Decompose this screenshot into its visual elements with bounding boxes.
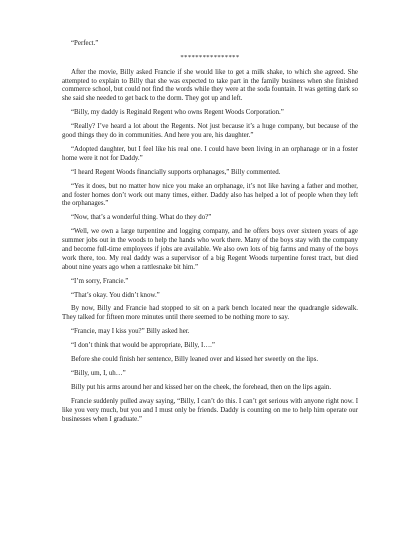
paragraph: “I don’t think that would be appropriate, Billy, I….” (71, 342, 215, 350)
paragraph: “Yes it does, but no matter how nice you make an orphanage, it’s not like having a father and mother, and foster homes don’t work out many times, either. Daddy also has helped a lot of people when they left the orphanages.” (62, 182, 358, 208)
document-page (62, 40, 358, 430)
paragraph: “Really? I’ve heard a lot about the Regents. Not just because it’s a huge company, but because of the good things they do in communities. And here you are, his daughter.” (62, 123, 358, 140)
paragraph: After the movie, Billy asked Francie if she would like to get a milk shake, to which she agreed. She attempted to explain to Billy that she was expected to take part in the family business when she finished commerce school, but could not find the words while they were at the soda fountain. It was getting dark so she said she needed to get back to the dorm. They got up and left. (62, 68, 358, 103)
paragraph: “Well, we own a large turpentine and logging company, and he offers boys over sixteen years of age summer jobs out in the woods to help the hands who work there. Many of the boys stay with the company and become full-time employees if jobs are available. We also own lots of big farms and many of the boys work there, too. My real daddy was a supervisor of a big Regent Woods turpentine forest tract, but died about nine years ago when a rattlesnake bit him.” (62, 228, 358, 271)
paragraph: “I heard Regent Woods financially supports orphanages,” Billy commented. (71, 168, 281, 176)
paragraph: “Billy, my daddy is Reginald Regent who owns Regent Woods Corporation.” (71, 109, 284, 117)
opening-line: “Perfect.” (71, 40, 99, 47)
paragraph: By now, Billy and Francie had stopped to sit on a park bench located near the quadrangle sidewalk. They talked for fifteen more minutes until there seemed to be nothing more to say. (62, 305, 358, 322)
paragraph: Before she could finish her sentence, Billy leaned over and kissed her sweetly on the lips. (71, 356, 319, 364)
paragraph: “Adopted daughter, but I feel like his real one. I could have been living in an orphanage or in a foster home were it not for Daddy.” (62, 145, 358, 162)
paragraph: “Francie, may I kiss you?” Billy asked her. (71, 328, 190, 336)
paragraph: “That’s okay. You didn’t know.” (71, 291, 160, 299)
paragraph: Billy put his arms around her and kissed her on the cheek, the forehead, then on the lips again. (71, 383, 332, 391)
paragraph: “I’m sorry, Francie.” (71, 277, 129, 285)
paragraph: “Billy, um, I, uh…” (71, 370, 126, 378)
scene-break: **************** (180, 53, 240, 61)
paragraph: Francie suddenly pulled away saying, “Billy, I can’t do this. I can’t get serious with anyone right now. I like you very much, but you and I must only be friends. Daddy is counting on me to help him operate our businesses when I graduate.” (62, 397, 358, 423)
paragraph: “Now, that’s a wonderful thing. What do they do?” (71, 214, 212, 222)
